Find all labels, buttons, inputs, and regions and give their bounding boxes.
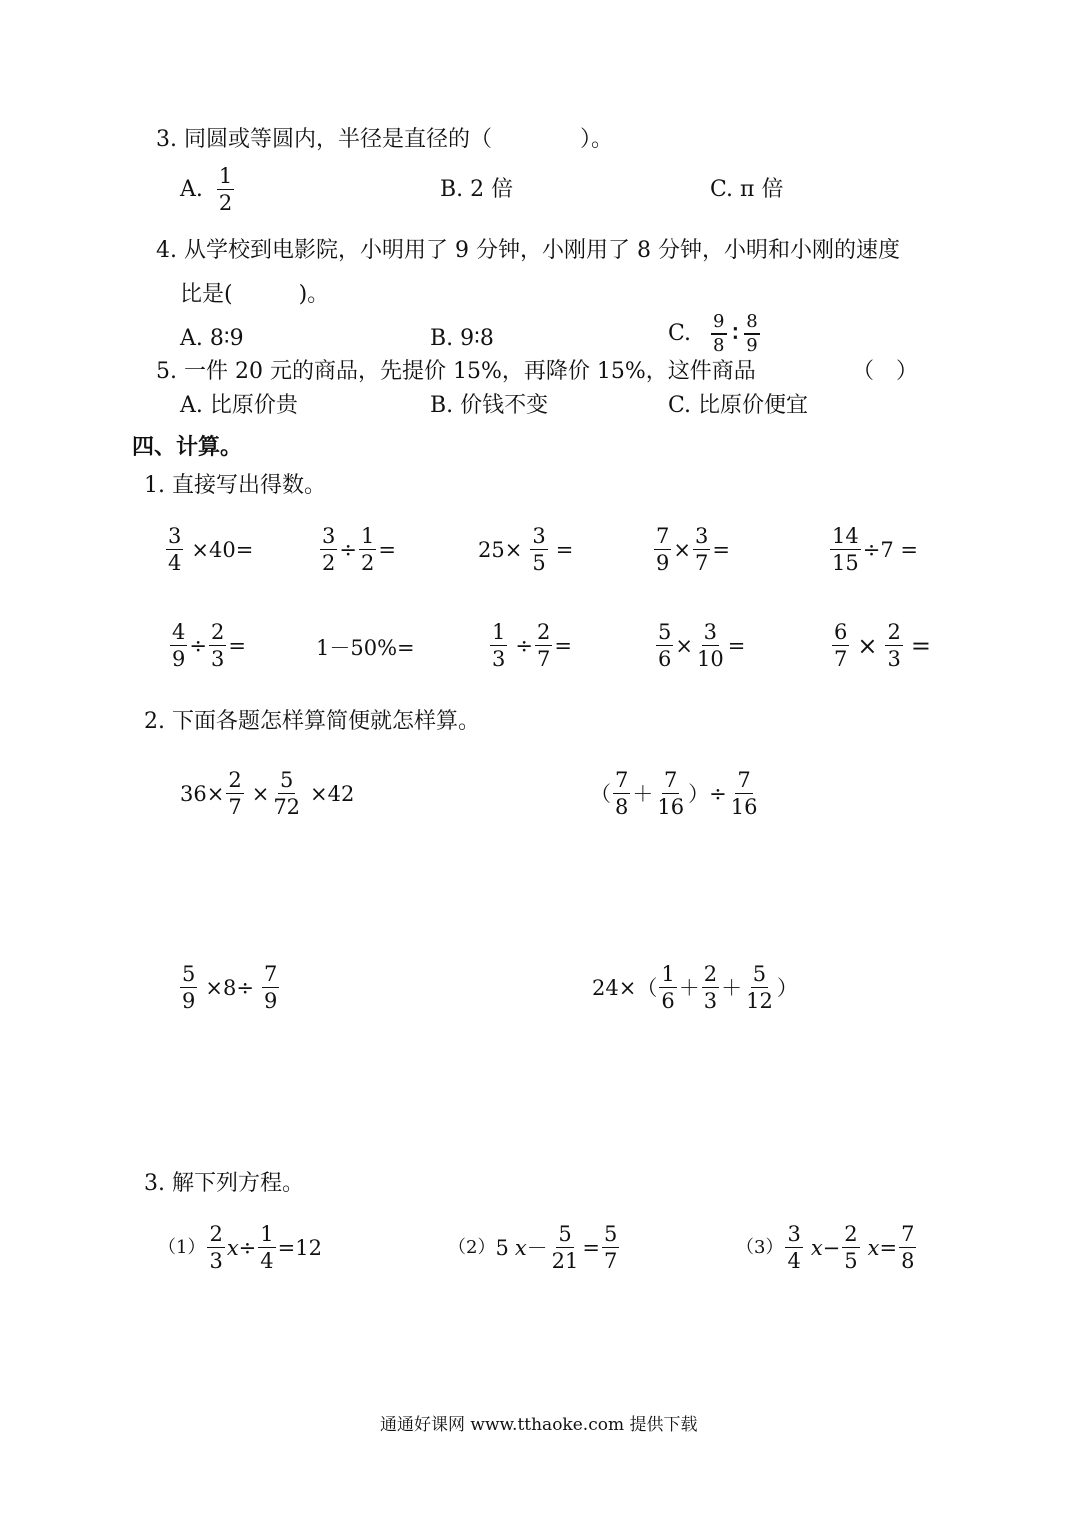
expr-text: ×40= — [191, 537, 254, 562]
operator: ÷ — [339, 537, 357, 562]
mental-expr-7: 1－50%= — [316, 636, 415, 660]
operator: − — [822, 1235, 841, 1260]
q5-answer-paren: （ ） — [852, 359, 919, 384]
fraction: $\frac{5}{6}$ — [658, 620, 672, 671]
fraction: $\frac{3}{7}$ — [694, 524, 709, 575]
q3-option-c: C. π 倍 — [710, 177, 784, 202]
operator: × — [251, 781, 270, 806]
fraction: $\frac{5}{7}$ — [604, 1222, 618, 1273]
expr-text: ×8÷ — [205, 975, 254, 1000]
coefficient: 5 — [495, 1235, 509, 1260]
fraction: $\frac{2}{7}$ — [228, 768, 242, 819]
fraction: $\frac{5}{72}$ — [273, 768, 301, 819]
fraction: $\frac{5}{21}$ — [551, 1222, 579, 1273]
subsection-1-title: 1. 直接写出得数。 — [144, 473, 326, 498]
fraction: $\frac{14}{15}$ — [832, 524, 859, 575]
equation-3 — [736, 1222, 918, 1273]
section-heading: 四、计算。 — [132, 435, 243, 460]
fraction: $\frac{8}{9}$ — [746, 311, 758, 356]
equation-label: （1） — [158, 1236, 206, 1258]
q5-option-b: B. 价钱不变 — [430, 393, 549, 418]
q3-option-b: B. 2 倍 — [440, 177, 514, 202]
page-footer: 通通好课网 www.tthaoke.com 提供下载 — [380, 1415, 698, 1435]
mental-expr-10 — [830, 620, 931, 671]
mental-expr-6 — [168, 620, 246, 671]
option-label: C. — [668, 321, 692, 346]
equation-label: （3） — [736, 1236, 784, 1258]
fraction: $\frac{2}{7}$ — [536, 620, 551, 671]
fraction: $\frac{7}{8}$ — [901, 1222, 915, 1273]
subsection-2-title: 2. 下面各题怎样算简便就怎样算。 — [144, 709, 480, 734]
expr-text: ×42 — [310, 781, 355, 806]
operator: ＋ — [632, 781, 654, 806]
fraction: $\frac{9}{8}$ — [713, 311, 725, 356]
operator: × — [857, 631, 878, 660]
equals: = — [582, 1235, 601, 1260]
fraction: $\frac{7}{16}$ — [730, 768, 758, 819]
equals: = — [910, 631, 931, 660]
mental-expr-1 — [164, 524, 253, 575]
fraction: $\frac{3}{4}$ — [168, 524, 182, 575]
equals: = — [727, 633, 746, 658]
mental-expr-3 — [478, 524, 573, 575]
expr-text: 24×（ — [592, 975, 658, 1000]
mental-expr-2 — [318, 524, 396, 575]
equation-label: （2） — [448, 1236, 496, 1258]
fraction: $\frac{2}{3}$ — [703, 962, 718, 1013]
fraction: $\frac{7}{9}$ — [263, 962, 278, 1013]
equation-1 — [158, 1222, 322, 1273]
mental-expr-4 — [652, 524, 730, 575]
fraction: $\frac{3}{5}$ — [532, 524, 546, 575]
operator: ＋ — [678, 975, 700, 1000]
fraction: $\frac{3}{4}$ — [787, 1222, 801, 1273]
q4-option-c — [668, 312, 762, 356]
variable: x — [810, 1235, 823, 1260]
mental-expr-5 — [828, 524, 918, 575]
q3-text: 3. 同圆或等圆内，半径是直径的（ ）。 — [156, 127, 613, 152]
paren: ） — [776, 975, 798, 1000]
equals: = — [712, 537, 730, 562]
mental-expr-8 — [488, 620, 572, 671]
simplify-expr-4 — [592, 962, 798, 1013]
mental-expr-9 — [654, 620, 745, 671]
q5-text: 5. 一件 20 元的商品，先提价 15%，再降价 15%，这件商品 — [156, 359, 756, 384]
operator: × — [673, 537, 691, 562]
operator: ÷ — [189, 633, 207, 658]
ratio-colon: ∶ — [732, 321, 739, 347]
fraction: $\frac{7}{9}$ — [656, 524, 670, 575]
fraction: $\frac{2}{3}$ — [209, 1222, 223, 1273]
fraction: $\frac{2}{5}$ — [844, 1222, 858, 1273]
q4-option-b: B. 9∶8 — [430, 326, 494, 351]
operator: ＋ — [721, 975, 743, 1000]
variable: x — [867, 1235, 880, 1260]
fraction: $\frac{4}{9}$ — [172, 620, 186, 671]
fraction: $\frac{6}{7}$ — [834, 620, 848, 671]
option-label: A. — [180, 176, 203, 202]
equals: = — [554, 633, 572, 658]
equals: = — [555, 537, 574, 562]
simplify-expr-2 — [590, 768, 761, 819]
fraction: $\frac{1}{2}$ — [218, 164, 233, 215]
simplify-expr-3 — [178, 962, 281, 1013]
fraction: $\frac{1}{4}$ — [260, 1222, 274, 1273]
fraction: $\frac{3}{2}$ — [322, 524, 336, 575]
fraction: $\frac{7}{16}$ — [657, 768, 685, 819]
expr-text: 36× — [180, 781, 225, 806]
operator: × — [675, 633, 693, 658]
fraction: $\frac{2}{3}$ — [210, 620, 225, 671]
fraction: $\frac{2}{3}$ — [887, 620, 901, 671]
paren: （ — [590, 781, 611, 806]
equation-2 — [448, 1222, 621, 1273]
subsection-3-title: 3. 解下列方程。 — [144, 1171, 304, 1196]
equals: = — [228, 633, 246, 658]
fraction: $\frac{1}{3}$ — [492, 620, 506, 671]
q4-line2: 比是( )。 — [180, 282, 330, 307]
fraction: $\frac{5}{12}$ — [746, 962, 773, 1013]
q4-option-a: A. 8∶9 — [180, 326, 244, 351]
fraction: $\frac{3}{10}$ — [696, 620, 724, 671]
q4-line1: 4. 从学校到电影院，小明用了 9 分钟，小刚用了 8 分钟，小明和小刚的速度 — [156, 238, 900, 263]
q5-option-a: A. 比原价贵 — [180, 393, 298, 418]
operator: ÷ — [238, 1235, 257, 1260]
equals: = — [378, 537, 396, 562]
equals: = — [879, 1235, 898, 1260]
expr-text: 25× — [478, 537, 523, 562]
expr-text: ÷7 = — [862, 537, 918, 562]
fraction: $\frac{7}{8}$ — [615, 768, 629, 819]
operator: ÷ — [515, 633, 533, 658]
simplify-expr-1 — [180, 768, 354, 819]
fraction: $\frac{1}{2}$ — [360, 524, 375, 575]
operator: － — [526, 1235, 548, 1260]
q3-option-a — [180, 164, 236, 215]
variable: x — [226, 1235, 239, 1260]
fraction: $\frac{1}{6}$ — [661, 962, 675, 1013]
q5-option-c: C. 比原价便宜 — [668, 393, 809, 418]
expr-text: ）÷ — [688, 781, 727, 806]
variable: x — [514, 1235, 527, 1260]
fraction: $\frac{5}{9}$ — [182, 962, 196, 1013]
expr-text: =12 — [277, 1235, 322, 1260]
